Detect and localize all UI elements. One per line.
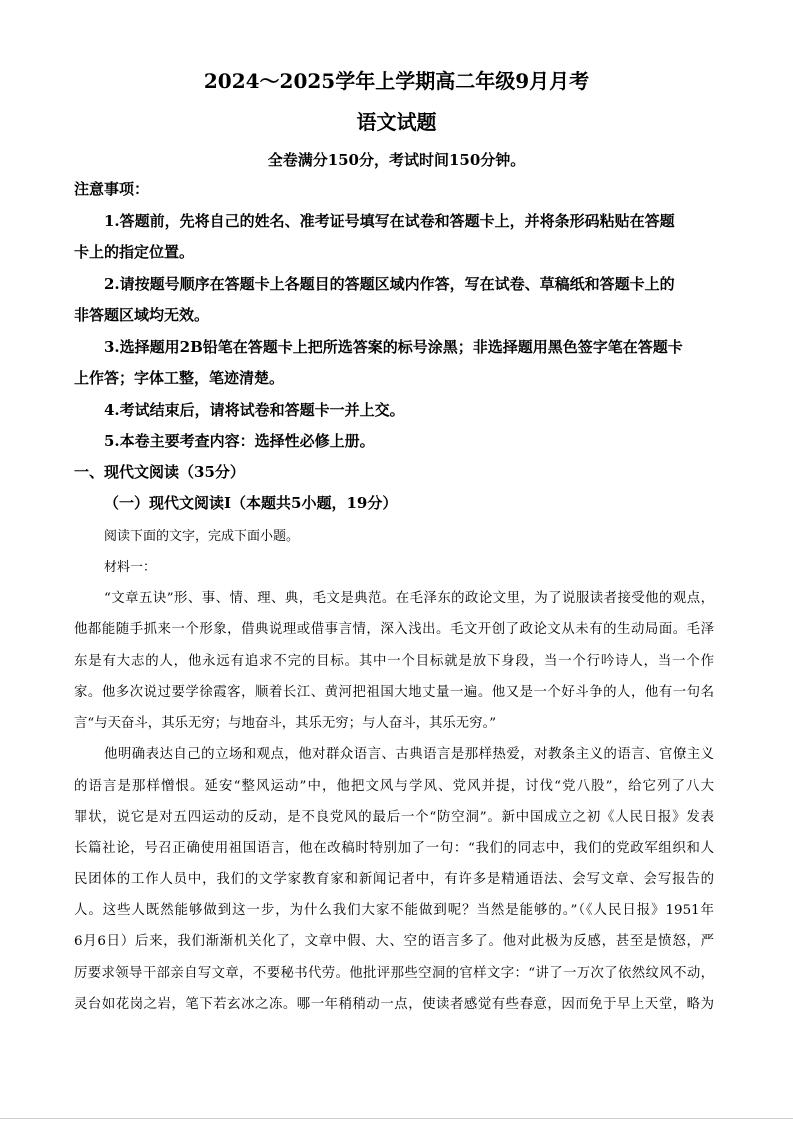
passage-line: 他都能随手抓来一个形象，借典说理或借事言情，深入浅出。毛文开创了政论文从未有的生动局面。毛泽 <box>74 622 714 637</box>
note-line: 卡上的指定位置。 <box>74 243 195 261</box>
passage-line: “文章五诀”形、事、情、理、典，毛文是典范。在毛泽东的政论文里，为了说服读者接受他的观点， <box>104 591 714 606</box>
passage-line: 民团体的工作人员中，我们的文学家教育家和新闻记者中，有许多是精通语法、会写文章、会写报告的 <box>74 872 714 887</box>
subject-title: 语文试题 <box>356 110 437 134</box>
passage-line: 灵台如花岗之岩，笔下若玄冰之冻。哪一年稍稍动一点，使读者感觉有些春意，因而免于早上天堂，略为 <box>74 997 714 1012</box>
reading-instruction: 阅读下面的文字，完成下面小题。 <box>104 529 300 544</box>
note-line: 2.请按题号顺序在答题卡上各题目的答题区域内作答，写在试卷、草稿纸和答题卡上的 <box>104 275 675 293</box>
section-heading: 一、现代文阅读（35分） <box>74 463 245 481</box>
note-line: 4.考试结束后，请将试卷和答题卡一并上交。 <box>104 401 405 419</box>
passage-line: 的语言是那样憎恨。延安“整风运动”中，他把文风与学风、党风并提，讨伐“党八股”，给它列了八大 <box>74 779 714 794</box>
note-line: 1.答题前，先将自己的姓名、准考证号填写在试卷和答题卡上，并将条形码粘贴在答题 <box>104 212 675 230</box>
passage-line: 人。这些人既然能够做到这一步，为什么我们大家不能做到呢？当然是能够的。”（《人民日报》1951年 <box>74 903 714 918</box>
passage-line: 罪状，说它是对五四运动的反动，是不良党风的最后一个“防空洞”。新中国成立之初《人民日报》发表 <box>74 810 714 825</box>
passage-line: 厉要求领导干部亲自写文章，不要秘书代劳。他批评那些空洞的官样文字：“讲了一万次了依然纹风不动， <box>74 966 714 981</box>
note-line: 3.选择题用2B铅笔在答题卡上把所选答案的标号涂黑；非选择题用黑色签字笔在答题卡 <box>104 338 683 356</box>
passage-line: 6月6日）后来，我们渐渐机关化了，文章中假、大、空的语言多了。他对此极为反感，甚至是愤怒，严 <box>74 934 714 949</box>
passage-line: 长篇社论，号召正确使用祖国语言，他在改稿时特别加了一句：“我们的同志中，我们的党政军组织和人 <box>74 841 714 856</box>
subsection-heading: （一）现代文阅读Ⅰ（本题共5小题，19分） <box>104 494 398 512</box>
note-line: 非答题区域均无效。 <box>74 306 210 324</box>
score-time-line: 全卷满分150分，考试时间150分钟。 <box>267 151 526 169</box>
passage-line: 他明确表达自己的立场和观点，他对群众语言、古典语言是那样热爱，对教条主义的语言、官僚主义 <box>104 747 714 762</box>
notes-heading: 注意事项： <box>74 180 150 198</box>
passage-line: 言“与天奋斗，其乐无穷；与地奋斗，其乐无穷；与人奋斗，其乐无穷。” <box>74 716 497 731</box>
page-bottom-rule <box>0 1118 793 1119</box>
passage-line: 东是有大志的人，他永远有追求不完的目标。其中一个目标就是放下身段，当一个行吟诗人，当一个作 <box>74 654 714 669</box>
note-line: 上作答；字体工整，笔迹清楚。 <box>74 369 285 387</box>
passage-line: 家。他多次说过要学徐霞客，顺着长江、黄河把祖国大地丈量一遍。他又是一个好斗争的人，他有一句名 <box>74 685 714 700</box>
note-line: 5.本卷主要考查内容：选择性必修上册。 <box>104 432 375 450</box>
material-label: 材料一： <box>104 560 157 575</box>
exam-title: 2024～2025学年上学期高二年级9月月考 <box>203 69 590 93</box>
